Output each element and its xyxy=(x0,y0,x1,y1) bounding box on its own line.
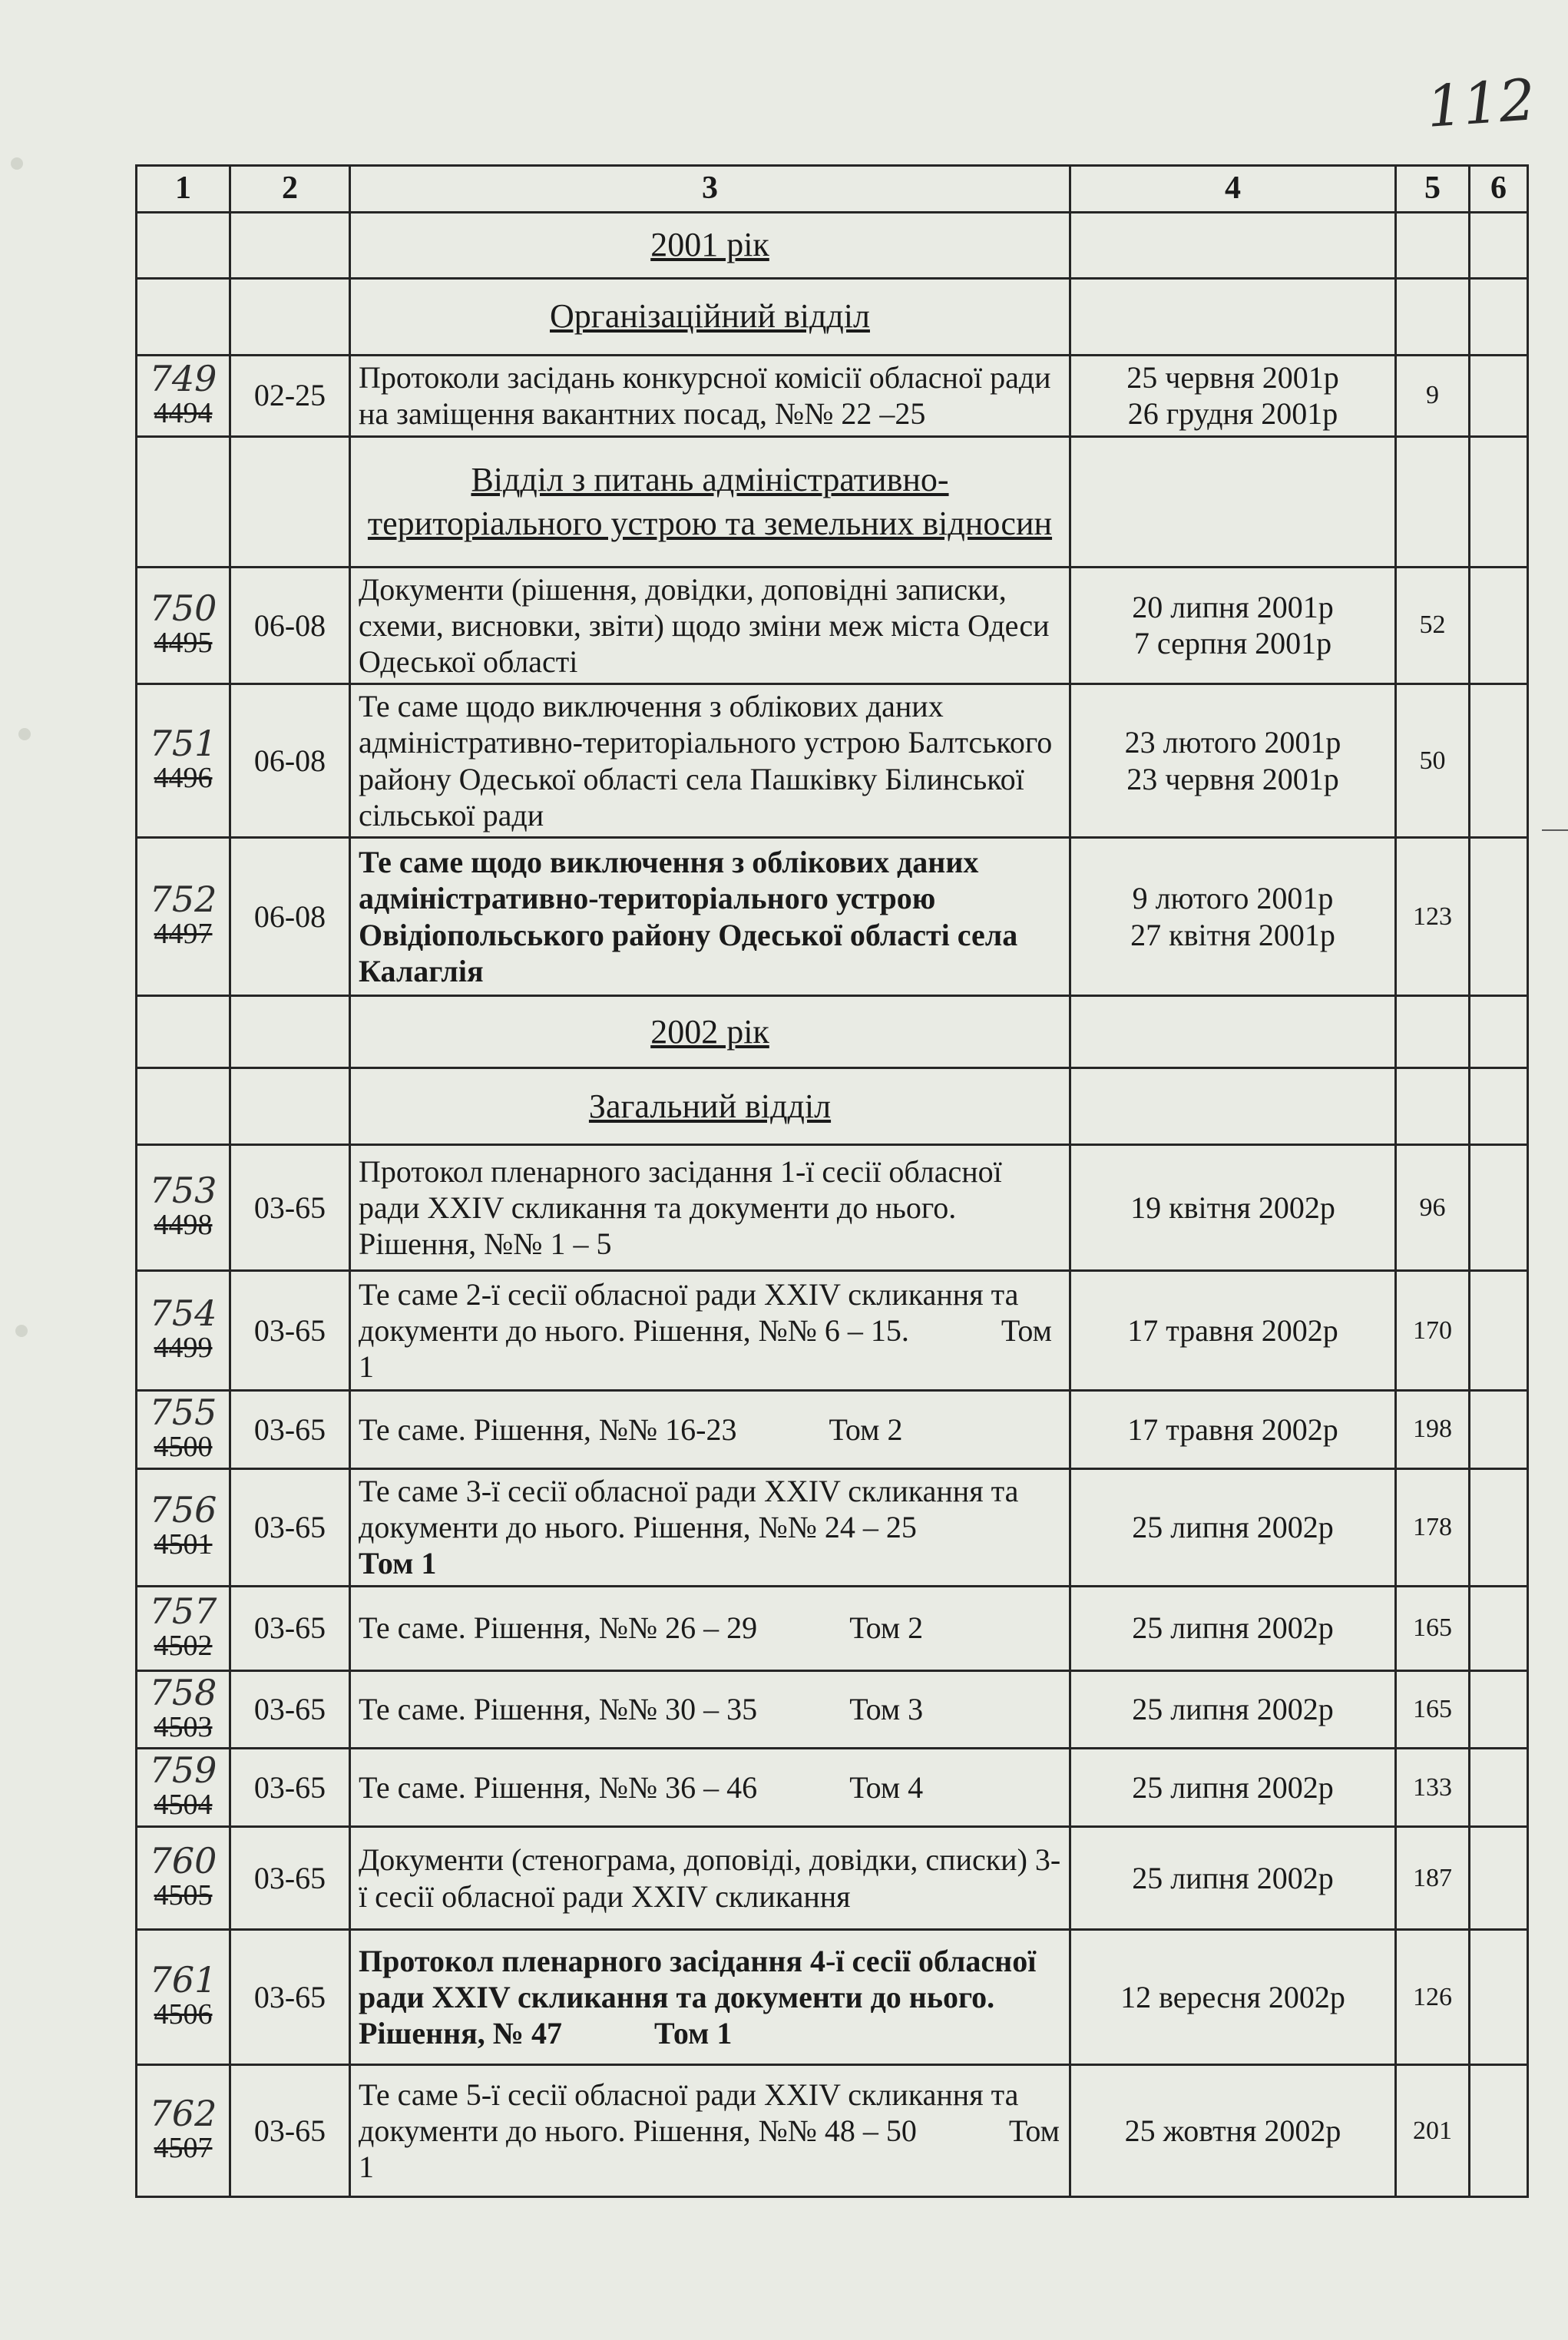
title-cell xyxy=(350,838,1070,996)
section-row xyxy=(137,278,1528,355)
date-range: 25 липня 2002р xyxy=(1132,1861,1334,1896)
page-count: 126 xyxy=(1413,1982,1452,2011)
volume-label: Том 2 xyxy=(829,1412,903,1447)
table-row xyxy=(137,1749,1528,1827)
dates-cell xyxy=(1070,1468,1396,1586)
notes-cell xyxy=(1470,567,1528,684)
section-title: 2002 рік xyxy=(650,1013,769,1051)
dates-cell xyxy=(1070,1670,1396,1749)
old-file-number: 4503 xyxy=(154,1710,213,1743)
file-title: Протокол пленарного засідання 4-ї сесії обласної ради XXIV скликання та документи до нього. Рішення, № 47 xyxy=(359,1943,1037,2051)
old-file-number: 4504 xyxy=(154,1789,213,1822)
index-cell xyxy=(230,1930,350,2065)
dates-cell xyxy=(1070,2065,1396,2197)
column-header: 6 xyxy=(1470,166,1528,213)
number-cell xyxy=(137,1827,230,1930)
new-file-number: 761 xyxy=(149,1959,217,2001)
file-index: 03-65 xyxy=(253,1692,326,1727)
file-title: Документи (рішення, довідки, доповідні записки, схеми, висновки, звіти) щодо зміни меж міста Одеси Одеської області xyxy=(359,571,1050,679)
section-row xyxy=(137,996,1528,1068)
index-cell xyxy=(230,1271,350,1391)
file-title: Те саме 3-ї сесії обласної ради XXIV скликання та документи до нього. Рішення, №№ 24 – 25 xyxy=(359,1473,1019,1545)
page-count: 178 xyxy=(1413,1512,1452,1541)
dates-cell xyxy=(1070,1391,1396,1469)
section-title: Відділ з питань адміністративно-територіального устрою та земельних відносин xyxy=(367,460,1053,543)
volume-label: Том 1 xyxy=(359,1546,437,1581)
notes-cell xyxy=(1470,212,1528,278)
file-index: 03-65 xyxy=(253,1412,326,1447)
date-range: 25 жовтня 2002р xyxy=(1124,2113,1341,2149)
dates-cell xyxy=(1070,436,1396,567)
file-index: 03-65 xyxy=(253,2113,326,2149)
pages-cell xyxy=(1396,838,1470,996)
section-title: Загальний відділ xyxy=(588,1087,832,1126)
new-file-number: 756 xyxy=(149,1489,217,1531)
header-row xyxy=(137,166,1528,213)
section-title: Організаційний відділ xyxy=(550,297,870,336)
index-cell xyxy=(230,278,350,355)
file-index: 03-65 xyxy=(253,1770,326,1805)
number-cell xyxy=(137,996,230,1068)
notes-cell xyxy=(1470,1271,1528,1391)
number-cell xyxy=(137,2065,230,2197)
notes-cell xyxy=(1470,1391,1528,1469)
dates-cell xyxy=(1070,1145,1396,1271)
dates-cell xyxy=(1070,838,1396,996)
number-cell xyxy=(137,436,230,567)
notes-cell xyxy=(1470,1586,1528,1670)
date-range: 23 червня 2001р xyxy=(1126,761,1339,796)
notes-cell xyxy=(1470,1670,1528,1749)
notes-cell xyxy=(1470,1749,1528,1827)
index-cell xyxy=(230,1391,350,1469)
index-cell xyxy=(230,567,350,684)
notes-cell xyxy=(1470,1145,1528,1271)
number-cell xyxy=(137,278,230,355)
notes-cell xyxy=(1470,996,1528,1068)
new-file-number: 762 xyxy=(149,2093,217,2135)
column-header: 4 xyxy=(1070,166,1396,213)
notes-cell xyxy=(1470,838,1528,996)
dates-cell xyxy=(1070,355,1396,436)
section-title-cell xyxy=(350,436,1070,567)
new-file-number: 754 xyxy=(149,1292,217,1335)
file-title: Те саме. Рішення, №№ 36 – 46 xyxy=(359,1770,758,1805)
page-count: 50 xyxy=(1419,746,1446,775)
pages-cell xyxy=(1396,2065,1470,2197)
title-cell xyxy=(350,355,1070,436)
punch-hole xyxy=(11,157,23,170)
index-cell xyxy=(230,996,350,1068)
date-range: 19 квітня 2002р xyxy=(1130,1190,1335,1226)
new-file-number: 757 xyxy=(149,1590,217,1632)
number-cell xyxy=(137,567,230,684)
dates-cell xyxy=(1070,1068,1396,1145)
date-range: 17 травня 2002р xyxy=(1127,1412,1338,1447)
page-count: 170 xyxy=(1413,1316,1452,1345)
section-title-cell xyxy=(350,1068,1070,1145)
index-cell xyxy=(230,2065,350,2197)
notes-cell xyxy=(1470,2065,1528,2197)
dates-cell xyxy=(1070,996,1396,1068)
file-index: 03-65 xyxy=(253,1980,326,2015)
pages-cell xyxy=(1396,1145,1470,1271)
new-file-number: 759 xyxy=(149,1749,217,1792)
column-header: 5 xyxy=(1396,166,1470,213)
title-cell xyxy=(350,567,1070,684)
index-cell xyxy=(230,1145,350,1271)
volume-label: Том 1 xyxy=(654,2016,733,2051)
pages-cell xyxy=(1396,1670,1470,1749)
page-count: 165 xyxy=(1413,1613,1452,1642)
old-file-number: 4501 xyxy=(154,1528,213,1561)
dates-cell xyxy=(1070,1271,1396,1391)
old-file-number: 4496 xyxy=(154,762,213,795)
number-cell xyxy=(137,1068,230,1145)
table-row xyxy=(137,838,1528,996)
file-index: 03-65 xyxy=(253,1610,326,1646)
number-cell xyxy=(137,1391,230,1469)
date-range: 25 липня 2002р xyxy=(1132,1510,1334,1545)
section-row xyxy=(137,436,1528,567)
dates-cell xyxy=(1070,567,1396,684)
file-title: Те саме. Рішення, №№ 16-23 xyxy=(359,1412,737,1447)
new-file-number: 749 xyxy=(149,357,217,399)
index-cell xyxy=(230,436,350,567)
notes-cell xyxy=(1470,1930,1528,2065)
page-count: 133 xyxy=(1413,1772,1452,1802)
notes-cell xyxy=(1470,355,1528,436)
pages-cell xyxy=(1396,1749,1470,1827)
file-index: 03-65 xyxy=(253,1190,326,1226)
number-cell xyxy=(137,1586,230,1670)
pages-cell xyxy=(1396,1586,1470,1670)
number-cell xyxy=(137,838,230,996)
volume-label: Том 1 xyxy=(359,1313,1052,1385)
new-file-number: 760 xyxy=(149,1840,217,1882)
new-file-number: 755 xyxy=(149,1392,217,1434)
pages-cell xyxy=(1396,1271,1470,1391)
index-cell xyxy=(230,1468,350,1586)
date-range: 20 липня 2001р xyxy=(1132,590,1334,625)
number-cell xyxy=(137,1749,230,1827)
table-row xyxy=(137,1670,1528,1749)
pages-cell xyxy=(1396,1068,1470,1145)
volume-label: Том 3 xyxy=(849,1692,924,1727)
volume-label: Том 1 xyxy=(359,2113,1060,2185)
date-range: 9 лютого 2001р xyxy=(1132,881,1334,916)
notes-cell xyxy=(1470,1068,1528,1145)
table-row xyxy=(137,1391,1528,1469)
column-header: 1 xyxy=(137,166,230,213)
file-title: Те саме щодо виключення з облікових даних адміністративно-територіального устрою Балтського району Одеської області села Пашківку Білинської сільської ради xyxy=(359,689,1053,832)
page-count: 198 xyxy=(1413,1415,1452,1444)
new-file-number: 753 xyxy=(149,1170,217,1212)
title-cell xyxy=(350,1827,1070,1930)
file-title: Документи (стенограма, доповіді, довідки, списки) 3-ї сесії обласної ради XXIV скликання xyxy=(359,1842,1061,1914)
date-range: 25 червня 2001р xyxy=(1126,359,1339,395)
table-row xyxy=(137,1930,1528,2065)
table-row xyxy=(137,1586,1528,1670)
file-index: 03-65 xyxy=(253,1313,326,1349)
old-file-number: 4502 xyxy=(154,1629,213,1662)
punch-hole xyxy=(15,1325,28,1337)
file-index: 06-08 xyxy=(253,607,326,643)
punch-hole xyxy=(18,728,31,740)
table-row xyxy=(137,1468,1528,1586)
table-row xyxy=(137,1145,1528,1271)
number-cell xyxy=(137,684,230,838)
file-title: Те саме 5-ї сесії обласної ради XXIV скликання та документи до нього. Рішення, №№ 48 – 50 xyxy=(359,2077,1019,2149)
title-cell xyxy=(350,1749,1070,1827)
title-cell xyxy=(350,1670,1070,1749)
dates-cell xyxy=(1070,1930,1396,2065)
old-file-number: 4506 xyxy=(154,1998,213,2031)
table-row xyxy=(137,2065,1528,2197)
index-cell xyxy=(230,1749,350,1827)
number-cell xyxy=(137,1670,230,1749)
table-row xyxy=(137,567,1528,684)
new-file-number: 750 xyxy=(149,587,217,629)
file-title: Протокол пленарного засідання 1-ї сесії обласної ради XXIV скликання та документи до нього. Рішення, №№ 1 – 5 xyxy=(359,1153,1002,1262)
file-title: Те саме щодо виключення з облікових даних адміністративно-територіального устрою Овідіопольського району Одеської області села Калаглія xyxy=(359,845,1018,988)
date-range: 12 вересня 2002р xyxy=(1120,1980,1345,2015)
inventory-table xyxy=(135,164,1529,2198)
file-title: Протоколи засідань конкурсної комісії обласної ради на заміщення вакантних посад, №№ 22 –25 xyxy=(359,359,1051,432)
table-row xyxy=(137,355,1528,436)
page-count: 123 xyxy=(1413,902,1452,931)
page-count: 52 xyxy=(1419,611,1446,640)
dates-cell xyxy=(1070,684,1396,838)
notes-cell xyxy=(1470,684,1528,838)
old-file-number: 4498 xyxy=(154,1209,213,1242)
date-range: 7 серпня 2001р xyxy=(1133,626,1332,661)
new-file-number: 758 xyxy=(149,1671,217,1713)
old-file-number: 4494 xyxy=(154,396,213,429)
index-cell xyxy=(230,684,350,838)
old-file-number: 4507 xyxy=(154,2132,213,2165)
notes-cell xyxy=(1470,1827,1528,1930)
section-title-cell xyxy=(350,996,1070,1068)
dates-cell xyxy=(1070,278,1396,355)
section-row xyxy=(137,1068,1528,1145)
section-title-cell xyxy=(350,212,1070,278)
page-count: 96 xyxy=(1419,1193,1446,1222)
volume-label: Том 2 xyxy=(849,1610,924,1646)
new-file-number: 751 xyxy=(149,723,217,765)
date-range: 25 липня 2002р xyxy=(1132,1770,1334,1805)
notes-cell xyxy=(1470,1468,1528,1586)
table-row xyxy=(137,1827,1528,1930)
column-header: 3 xyxy=(350,166,1070,213)
table-row xyxy=(137,1271,1528,1391)
file-title: Те саме 2-ї сесії обласної ради XXIV скликання та документи до нього. Рішення, №№ 6 – 15. xyxy=(359,1276,1019,1349)
page-count: 187 xyxy=(1413,1863,1452,1892)
page-count: 201 xyxy=(1413,2116,1452,2145)
volume-label: Том 4 xyxy=(849,1770,924,1805)
old-file-number: 4497 xyxy=(154,918,213,951)
old-file-number: 4499 xyxy=(154,1332,213,1365)
date-range: 27 квітня 2001р xyxy=(1130,917,1335,952)
file-index: 03-65 xyxy=(253,1861,326,1896)
date-range: 26 грудня 2001р xyxy=(1127,396,1338,432)
old-file-number: 4505 xyxy=(154,1879,213,1912)
dates-cell xyxy=(1070,212,1396,278)
pages-cell xyxy=(1396,1391,1470,1469)
old-file-number: 4500 xyxy=(154,1431,213,1464)
title-cell xyxy=(350,1930,1070,2065)
title-cell xyxy=(350,1586,1070,1670)
file-index: 03-65 xyxy=(253,1510,326,1545)
notes-cell xyxy=(1470,436,1528,567)
file-index: 02-25 xyxy=(253,378,326,413)
section-title: 2001 рік xyxy=(650,226,769,264)
file-title: Те саме. Рішення, №№ 26 – 29 xyxy=(359,1610,758,1646)
page-count: 9 xyxy=(1426,380,1439,409)
column-header: 2 xyxy=(230,166,350,213)
title-cell xyxy=(350,1145,1070,1271)
table-row xyxy=(137,684,1528,838)
pages-cell xyxy=(1396,1827,1470,1930)
index-cell xyxy=(230,1670,350,1749)
pages-cell xyxy=(1396,355,1470,436)
pages-cell xyxy=(1396,212,1470,278)
pages-cell xyxy=(1396,1930,1470,2065)
date-range: 17 травня 2002р xyxy=(1127,1313,1338,1349)
number-cell xyxy=(137,1271,230,1391)
number-cell xyxy=(137,212,230,278)
dates-cell xyxy=(1070,1586,1396,1670)
new-file-number: 752 xyxy=(149,879,217,921)
title-cell xyxy=(350,1271,1070,1391)
dates-cell xyxy=(1070,1827,1396,1930)
number-cell xyxy=(137,355,230,436)
date-range: 25 липня 2002р xyxy=(1132,1610,1334,1646)
section-title-cell xyxy=(350,278,1070,355)
file-title: Те саме. Рішення, №№ 30 – 35 xyxy=(359,1692,758,1727)
old-file-number: 4495 xyxy=(154,626,213,659)
pages-cell xyxy=(1396,996,1470,1068)
index-cell xyxy=(230,1586,350,1670)
margin-rule xyxy=(1542,829,1568,831)
title-cell xyxy=(350,1391,1070,1469)
page-number: 112 xyxy=(1424,67,1538,141)
pages-cell xyxy=(1396,684,1470,838)
dates-cell xyxy=(1070,1749,1396,1827)
section-row xyxy=(137,212,1528,278)
number-cell xyxy=(137,1145,230,1271)
pages-cell xyxy=(1396,567,1470,684)
number-cell xyxy=(137,1930,230,2065)
title-cell xyxy=(350,1468,1070,1586)
title-cell xyxy=(350,684,1070,838)
file-index: 06-08 xyxy=(253,743,326,779)
index-cell xyxy=(230,1827,350,1930)
pages-cell xyxy=(1396,1468,1470,1586)
date-range: 25 липня 2002р xyxy=(1132,1692,1334,1727)
date-range: 23 лютого 2001р xyxy=(1124,725,1341,760)
number-cell xyxy=(137,1468,230,1586)
index-cell xyxy=(230,838,350,996)
page-count: 165 xyxy=(1413,1694,1452,1723)
index-cell xyxy=(230,355,350,436)
notes-cell xyxy=(1470,278,1528,355)
file-index: 06-08 xyxy=(253,899,326,935)
index-cell xyxy=(230,212,350,278)
pages-cell xyxy=(1396,436,1470,567)
pages-cell xyxy=(1396,278,1470,355)
index-cell xyxy=(230,1068,350,1145)
title-cell xyxy=(350,2065,1070,2197)
